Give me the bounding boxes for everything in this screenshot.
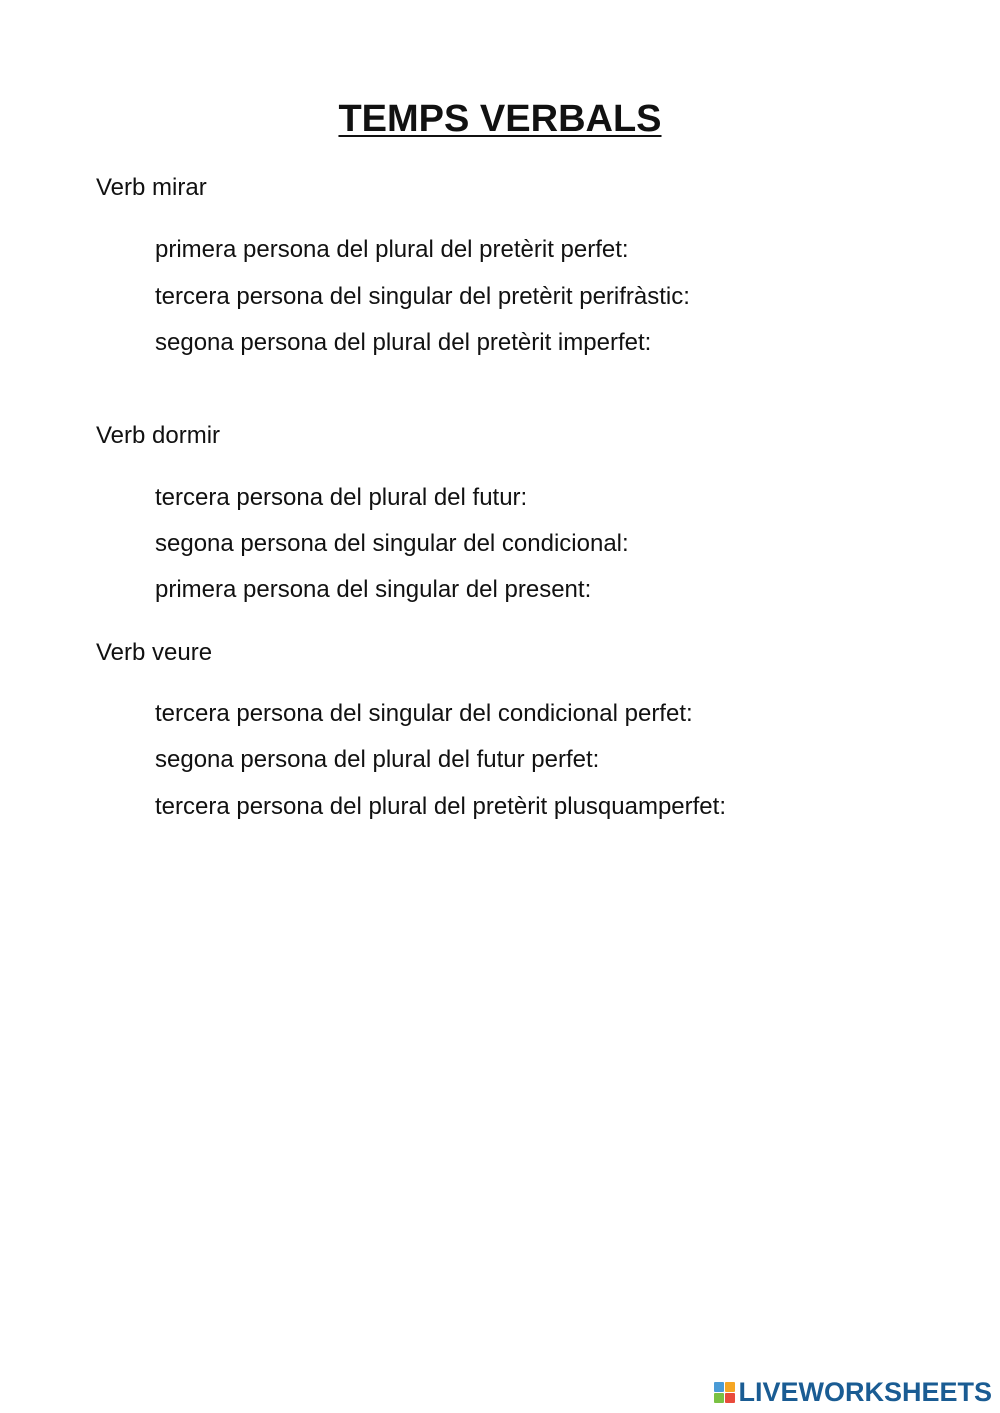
logo-squares-icon — [714, 1382, 735, 1403]
verb-heading-mirar: Verb mirar — [96, 174, 207, 201]
logo-square-red — [725, 1393, 735, 1403]
exercise-prompt: tercera persona del plural del futur: — [155, 484, 528, 511]
exercise-prompt: segona persona del plural del futur perfet: — [155, 746, 600, 773]
exercise-prompt: tercera persona del singular del condicional perfet: — [155, 700, 693, 727]
logo-square-green — [714, 1393, 724, 1403]
exercise-prompt: segona persona del singular del condicional: — [155, 530, 629, 557]
exercise-prompt: tercera persona del plural del pretèrit plusquamperfet: — [155, 793, 726, 820]
brand-text: LIVEWORKSHEETS — [738, 1376, 992, 1407]
exercise-prompt: primera persona del plural del pretèrit perfet: — [155, 236, 629, 263]
exercise-prompt: primera persona del singular del present: — [155, 576, 592, 603]
logo-square-orange — [725, 1382, 735, 1392]
exercise-prompt: tercera persona del singular del pretèrit perifràstic: — [155, 283, 690, 310]
logo-square-blue — [714, 1382, 724, 1392]
liveworksheets-logo — [714, 1375, 992, 1409]
exercise-prompt: segona persona del plural del pretèrit imperfet: — [155, 329, 652, 356]
verb-heading-dormir: Verb dormir — [96, 422, 221, 449]
page-title: TEMPS VERBALS — [338, 98, 662, 140]
verb-heading-veure: Verb veure — [96, 639, 213, 666]
